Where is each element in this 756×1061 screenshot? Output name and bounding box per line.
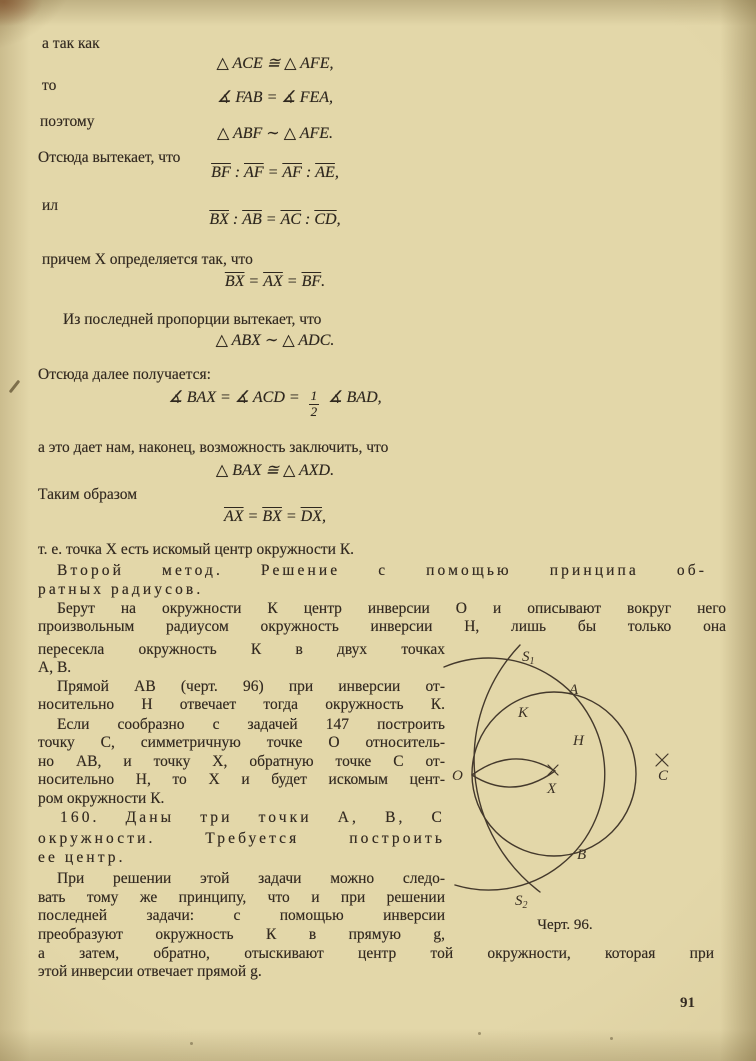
column-line: последней задачи: с помощью инверсии (38, 907, 445, 924)
text-line: поэтому (40, 113, 95, 130)
column-line: ром окружности К. (38, 790, 165, 807)
column-line: Прямой АВ (черт. 96) при инверсии от- (57, 678, 445, 695)
column-line: носительно Н отвечает тогда окружность К. (38, 696, 445, 713)
column-line: но АВ, и точку X, обратную точке С от- (38, 753, 445, 770)
column-line: При решении этой задачи можно следо- (57, 870, 445, 887)
construction-arc-upper (472, 759, 555, 775)
label-C: C (658, 768, 669, 784)
formula-line: $\overline{BX}$ : $\overline{AB}$ = $\overline{AC}$ : $\overline{CD}$ , (209, 211, 341, 228)
formula-line: $\overline{BX}$ = $\overline{AX}$ = $\overline{BF}$ . (224, 273, 326, 290)
formula-line: △ ACE ≅ △ AFE, (216, 55, 334, 72)
text-line: т. е. точка X есть искомый центр окружности К. (38, 541, 355, 558)
column-line: точку С, симметричную точке О относитель- (38, 734, 445, 751)
label-B: B (577, 847, 587, 863)
label-O: O (452, 768, 463, 784)
ink-speck (478, 1032, 481, 1035)
margin-mark (9, 380, 21, 394)
text-line: ил (42, 197, 59, 214)
page-number: 91 (680, 995, 695, 1011)
text-line: Таким образом (38, 486, 138, 503)
point-C-marker (656, 754, 668, 766)
text-line: причем X определяется так, что (42, 251, 253, 268)
text-line: Отсюда далее получается: (38, 366, 211, 383)
text-line: произвольным радиусом окружность инверсии Н, лишь бы только она (38, 618, 726, 635)
label-S1: $S_1$ (522, 649, 535, 667)
text-line: а затем, обратно, отыскивают центр той окружности, которая при (38, 945, 714, 962)
text-line: а так как (42, 35, 100, 52)
figure-caption: Черт. 96. (537, 917, 593, 933)
heading-second-method: Второй метод. Решение с помощью принципа об- (57, 562, 707, 579)
label-K: К (518, 705, 528, 721)
column-line: пересекла окружность К в двух точках (38, 641, 445, 658)
text-line: Отсюда вытекает, что (38, 149, 181, 166)
label-X: X (547, 781, 557, 797)
problem-160-heading: 160. Даны три точки А, В, С (60, 809, 445, 826)
formula-line: △ ABF ∼ △ AFE. (216, 125, 334, 142)
text-line: а это дает нам, наконец, возможность заключить, что (38, 439, 389, 456)
column-line: А, В. (38, 659, 72, 676)
label-H: H (573, 733, 584, 749)
column-line: Если сообразно с задачей 147 построить (57, 716, 445, 733)
ink-speck (190, 1042, 193, 1045)
heading-second-method-cont: ратных радиусов. (38, 581, 204, 598)
column-line: вать тому же принципу, что и при решении (38, 889, 445, 906)
problem-160-heading: ее центр. (38, 849, 126, 866)
point-X-marker (548, 765, 558, 775)
formula-line: $\overline{AX}$ = $\overline{BX}$ = $\overline{DX}$ , (223, 508, 326, 525)
formula-line: △ ABX ∼ △ ADC. (215, 332, 335, 349)
arc-centered-C (474, 645, 540, 892)
formula-line: △ BAX ≅ △ AXD. (215, 462, 335, 479)
problem-160-heading: окружности. Требуется построить (38, 830, 445, 847)
column-line: преобразуют окружность К в прямую g, (38, 926, 445, 943)
figure-svg (430, 633, 680, 918)
circle-K (472, 692, 636, 856)
label-A: A (569, 682, 579, 698)
figure-chart-96 (430, 633, 680, 918)
fraction-one-half: $\frac{1}{2}$ (310, 388, 318, 419)
formula-line: ∡ BAX = ∡ ACD = $\frac{1}{2}$ ∡ BAD, (168, 388, 382, 419)
column-line: носительно Н, то X и будет искомым цент- (38, 771, 445, 788)
formula-line: $\overline{BF}$ : $\overline{AF}$ = $\overline{AF}$ : $\overline{AE}$ , (211, 164, 339, 181)
ink-speck (610, 1037, 613, 1040)
construction-arc-lower (472, 771, 555, 787)
text-line: то (42, 77, 57, 94)
formula-line: ∡ FAB = ∡ FEA, (216, 89, 334, 106)
label-S2: $S_2$ (515, 893, 528, 911)
text-line: Из последней пропорции вытекает, что (63, 311, 322, 328)
text-line: этой инверсии отвечает прямой g. (38, 963, 262, 980)
text-line: Берут на окружности К центр инверсии О и описывают вокруг него (57, 600, 726, 617)
